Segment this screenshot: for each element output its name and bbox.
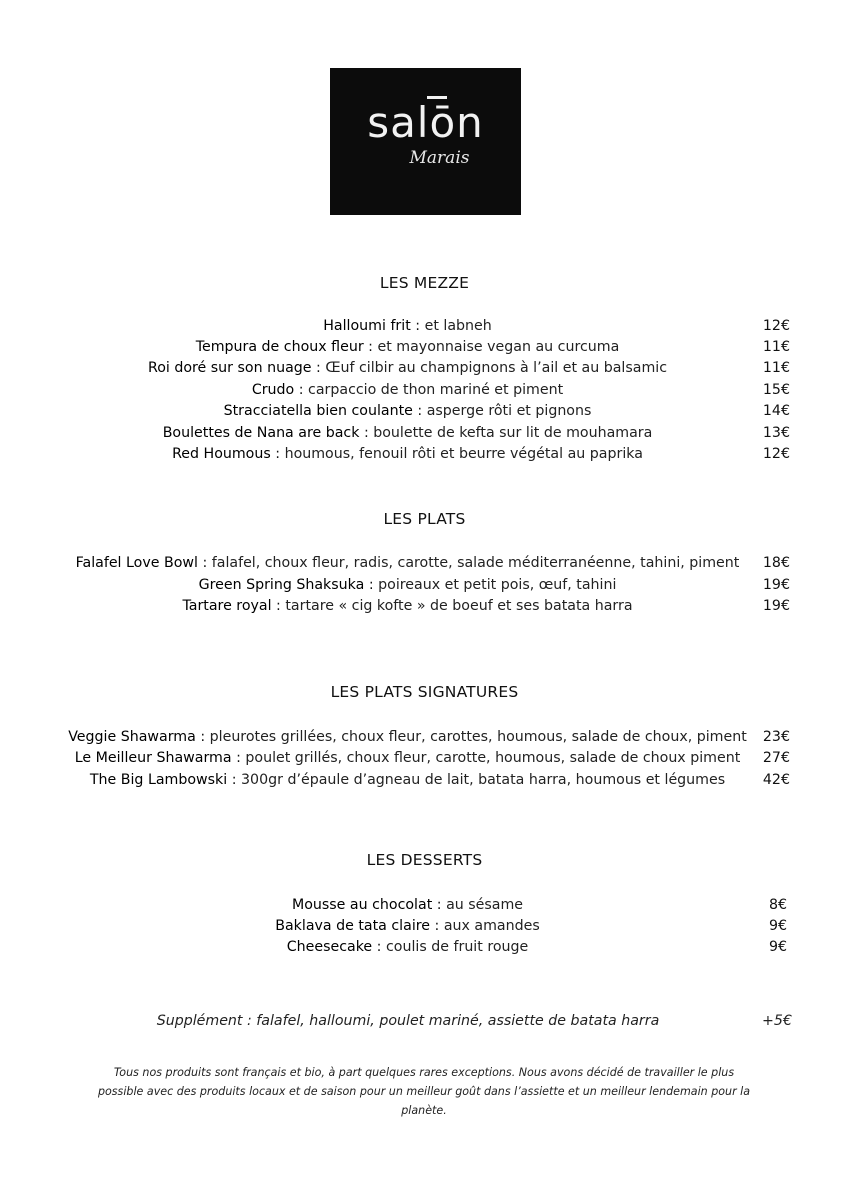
item-price: 15€ bbox=[762, 382, 790, 398]
item-price: 27€ bbox=[762, 750, 790, 766]
menu-item: The Big Lambowski : 300gr d’épaule d’agneau de lait, batata harra, houmous et légumes 42€ bbox=[0, 770, 849, 791]
item-name: Cheesecake bbox=[286, 939, 373, 955]
item-price: 19€ bbox=[762, 577, 790, 593]
item-price: 18€ bbox=[762, 555, 790, 571]
section-title-plats: LES PLATS bbox=[383, 510, 466, 528]
restaurant-logo bbox=[330, 68, 521, 215]
menu-item: Falafel Love Bowl : falafel, choux fleur, radis, carotte, salade méditerranéenne, tahini, piment 18€ bbox=[0, 553, 849, 574]
item-description: 300gr d’épaule d’agneau de lait, batata harra, houmous et légumes bbox=[241, 772, 726, 788]
item-description: aux amandes bbox=[443, 918, 540, 934]
item-name: Red Houmous bbox=[172, 446, 271, 462]
menu-item: Halloumi frit : et labneh 12€ bbox=[0, 316, 849, 337]
item-price: 23€ bbox=[762, 729, 790, 745]
item-price: 42€ bbox=[762, 772, 790, 788]
item-description: poireaux et petit pois, œuf, tahini bbox=[378, 577, 617, 593]
item-price: 12€ bbox=[762, 318, 790, 334]
item-price: 12€ bbox=[762, 446, 790, 462]
item-description: poulet grillés, choux fleur, carotte, houmous, salade de choux piment bbox=[245, 750, 741, 766]
menu-item: Stracciatella bien coulante : asperge rôti et pignons 14€ bbox=[0, 401, 849, 422]
menu-item: Le Meilleur Shawarma : poulet grillés, choux fleur, carotte, houmous, salade de choux piment 27€ bbox=[0, 748, 849, 769]
supplement-line bbox=[0, 1011, 849, 1032]
menu-item: Tartare royal : tartare « cig kofte » de boeuf et ses batata harra 19€ bbox=[0, 596, 849, 617]
section-title-signatures: LES PLATS SIGNATURES bbox=[330, 683, 519, 701]
item-name: Tempura de choux fleur bbox=[195, 339, 364, 355]
menu-item: Cheesecake : coulis de fruit rouge 9€ bbox=[0, 937, 849, 958]
item-name: Stracciatella bien coulante bbox=[223, 403, 413, 419]
item-description: coulis de fruit rouge bbox=[385, 939, 529, 955]
item-description: pleurotes grillées, choux fleur, carottes, houmous, salade de choux, piment bbox=[209, 729, 747, 745]
menu-item: Green Spring Shaksuka : poireaux et petit pois, œuf, tahini 19€ bbox=[0, 575, 849, 596]
item-name: Green Spring Shaksuka bbox=[198, 577, 365, 593]
logo-script: Marais bbox=[409, 148, 470, 168]
item-name: Tartare royal bbox=[182, 598, 272, 614]
item-price: 13€ bbox=[762, 425, 790, 441]
item-price: 8€ bbox=[768, 897, 787, 913]
menu-item: Baklava de tata claire : aux amandes 9€ bbox=[0, 916, 849, 937]
item-price: 11€ bbox=[762, 339, 790, 355]
menu-item: Tempura de choux fleur : et mayonnaise vegan au curcuma 11€ bbox=[0, 337, 849, 358]
menu-item: Veggie Shawarma : pleurotes grillées, choux fleur, carottes, houmous, salade de choux, piment 23€ bbox=[0, 727, 849, 748]
item-name: Mousse au chocolat bbox=[291, 897, 433, 913]
item-name: Le Meilleur Shawarma bbox=[74, 750, 232, 766]
item-price: 14€ bbox=[762, 403, 790, 419]
item-price: 19€ bbox=[762, 598, 790, 614]
item-name: Boulettes de Nana are back bbox=[162, 425, 360, 441]
logo-wordmark: salōn bbox=[367, 98, 484, 147]
item-name: Halloumi frit bbox=[323, 318, 411, 334]
menu-item: Crudo : carpaccio de thon mariné et piment 15€ bbox=[0, 380, 849, 401]
item-price: 11€ bbox=[762, 360, 790, 376]
item-name: Crudo bbox=[251, 382, 295, 398]
section-title-mezze: LES MEZZE bbox=[379, 274, 470, 292]
item-description: tartare « cig kofte » de boeuf et ses batata harra bbox=[285, 598, 633, 614]
supplement-text: Supplément : falafel, halloumi, poulet mariné, assiette de batata harra bbox=[156, 1013, 660, 1029]
item-price: 9€ bbox=[768, 918, 787, 934]
item-name: Roi doré sur son nuage bbox=[147, 360, 312, 376]
item-description: houmous, fenouil rôti et beurre végétal au paprika bbox=[284, 446, 643, 462]
menu-item: Red Houmous : houmous, fenouil rôti et beurre végétal au paprika 12€ bbox=[0, 444, 849, 465]
item-description: falafel, choux fleur, radis, carotte, salade méditerranéenne, tahini, piment bbox=[211, 555, 740, 571]
item-description: au sésame bbox=[446, 897, 524, 913]
item-name: Falafel Love Bowl bbox=[75, 555, 198, 571]
item-name: The Big Lambowski bbox=[89, 772, 228, 788]
supplement-price: +5€ bbox=[762, 1013, 792, 1029]
footer-note: Tous nos produits sont français et bio, à part quelques rares exceptions. Nous avons décidé de travailler le plus possible avec des produits locaux et de saison pour un meilleur goût dans l’assiette et un meilleur lendemain pour la planète. bbox=[97, 1066, 751, 1117]
item-price: 9€ bbox=[768, 939, 787, 955]
item-description: Œuf cilbir au champignons à l’ail et au balsamic bbox=[325, 360, 668, 376]
item-description: boulette de kefta sur lit de mouhamara bbox=[373, 425, 653, 441]
item-description: asperge rôti et pignons bbox=[426, 403, 592, 419]
section-title-desserts: LES DESSERTS bbox=[366, 851, 483, 869]
item-description: et labneh bbox=[424, 318, 492, 334]
menu-item: Boulettes de Nana are back : boulette de kefta sur lit de mouhamara 13€ bbox=[0, 423, 849, 444]
item-name: Baklava de tata claire bbox=[275, 918, 431, 934]
menu-item: Mousse au chocolat : au sésame 8€ bbox=[0, 895, 849, 916]
item-description: et mayonnaise vegan au curcuma bbox=[377, 339, 620, 355]
item-description: carpaccio de thon mariné et piment bbox=[308, 382, 564, 398]
menu-item: Roi doré sur son nuage : Œuf cilbir au champignons à l’ail et au balsamic 11€ bbox=[0, 358, 849, 379]
item-name: Veggie Shawarma bbox=[68, 729, 196, 745]
